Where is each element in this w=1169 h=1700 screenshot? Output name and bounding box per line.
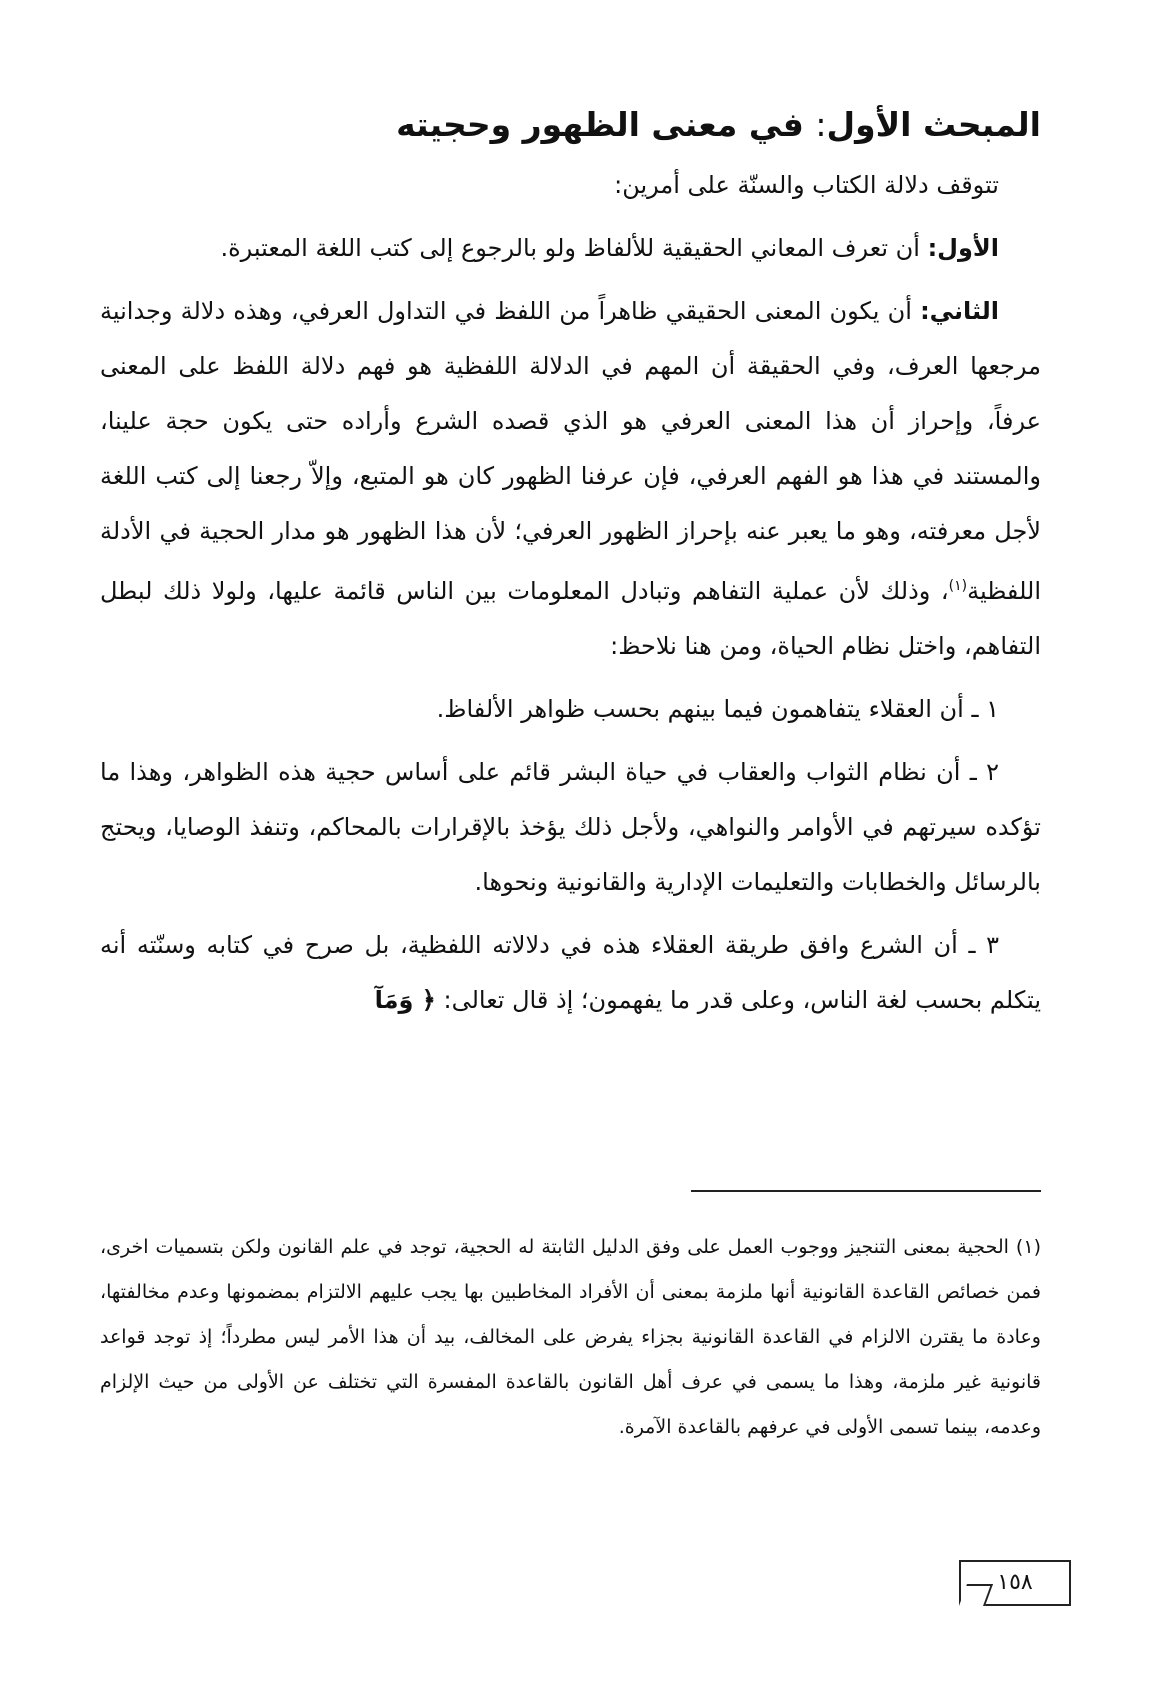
page-body bbox=[100, 100, 1041, 1036]
point-3-text: ٣ ـ أن الشرع وافق طريقة العقلاء هذه في دلالاته اللفظية، بل صرح في كتابه وسنّته أنه يتكلم بحسب لغة الناس، وعلى قدر ما يفهمون؛ إذ قال تعالى: bbox=[100, 931, 1041, 1014]
first-paragraph bbox=[100, 221, 1041, 276]
intro-paragraph: تتوقف دلالة الكتاب والسنّة على أمرين: bbox=[614, 171, 999, 199]
heading-rest: في معنى الظهور وحجيته bbox=[396, 105, 804, 144]
point-2: ٢ ـ أن نظام الثواب والعقاب في حياة البشر قائم على أساس حجية هذه الظواهر، وهذا ما تؤكده سيرتهم في الأوامر والنواهي، ولأجل ذلك يؤخذ بالإقرارات بالمحاكم، وتنفذ الوصايا، ويحتج بالرسائل والخطابات والتعليمات الإدارية والقانونية ونحوها. bbox=[100, 758, 1041, 896]
point-1: ١ ـ أن العقلاء يتفاهمون فيما بينهم بحسب ظواهر الألفاظ. bbox=[436, 695, 999, 723]
quran-start: ﴿ وَمَآ bbox=[374, 986, 436, 1014]
footnote-1: (١) الحجية بمعنى التنجيز ووجوب العمل على وفق الدليل الثابتة له الحجية، توجد في علم القانون ولكن بتسميات اخرى، فمن خصائص القاعدة القانونية أنها ملزمة بمعنى أن الأفراد المخاطبين بها يجب عليهم الالتزام بمضمونها وعدم مخالفتها، وعادة ما يقترن الالزام في القاعدة القانونية بجزاء يفرض على المخالف، بيد أن هذا الأمر ليس مطرداً؛ إذ توجد قواعد قانونية غير ملزمة، وهذا ما يسمى في عرف أهل القانون بالقاعدة المفسرة التي تختلف عن الأولى من حيث الإلزام وعدمه، بينما تسمى الأولى في عرفهم بالقاعدة الآمرة. bbox=[100, 1236, 1041, 1438]
page-number bbox=[959, 1560, 1071, 1606]
footnote-separator bbox=[691, 1190, 1041, 1192]
heading-lead: المبحث الأول bbox=[826, 105, 1041, 144]
section-heading bbox=[100, 100, 1041, 150]
heading-colon: : bbox=[815, 105, 827, 144]
second-label: الثاني: bbox=[920, 297, 999, 325]
footnotes bbox=[100, 1225, 1041, 1450]
footnote-ref: (١) bbox=[948, 578, 968, 594]
point-3 bbox=[100, 918, 1041, 1028]
first-text: أن تعرف المعاني الحقيقية للألفاظ ولو بالرجوع إلى كتب اللغة المعتبرة. bbox=[220, 234, 920, 262]
second-paragraph bbox=[100, 284, 1041, 674]
second-text-after: ، وذلك لأن عملية التفاهم وتبادل المعلومات بين الناس قائمة عليها، ولولا ذلك لبطل التفاهم، واختل نظام الحياة، ومن هنا نلاحظ: bbox=[100, 577, 1041, 660]
page-number-text: ١٥٨ bbox=[997, 1570, 1033, 1595]
second-text: أن يكون المعنى الحقيقي ظاهراً من اللفظ في التداول العرفي، وهذه دلالة وجدانية مرجعها العرف، وفي الحقيقة أن المهم في الدلالة اللفظية هو فهم دلالة اللفظ على المعنى عرفاً، وإحراز أن هذا المعنى العرفي هو الذي قصده الشرع وأراده حتى يكون حجة علينا، والمستند في هذا هو الفهم العرفي، فإن عرفنا الظهور كان هو المتبع، وإلاّ رجعنا إلى كتب اللغة لأجل معرفته، وهو ما يعبر عنه بإحراز الظهور العرفي؛ لأن هذا الظهور هو مدار الحجية في الأدلة اللفظية bbox=[100, 297, 1041, 605]
page-number-corner-decoration bbox=[959, 1584, 993, 1606]
first-label: الأول: bbox=[927, 234, 999, 262]
